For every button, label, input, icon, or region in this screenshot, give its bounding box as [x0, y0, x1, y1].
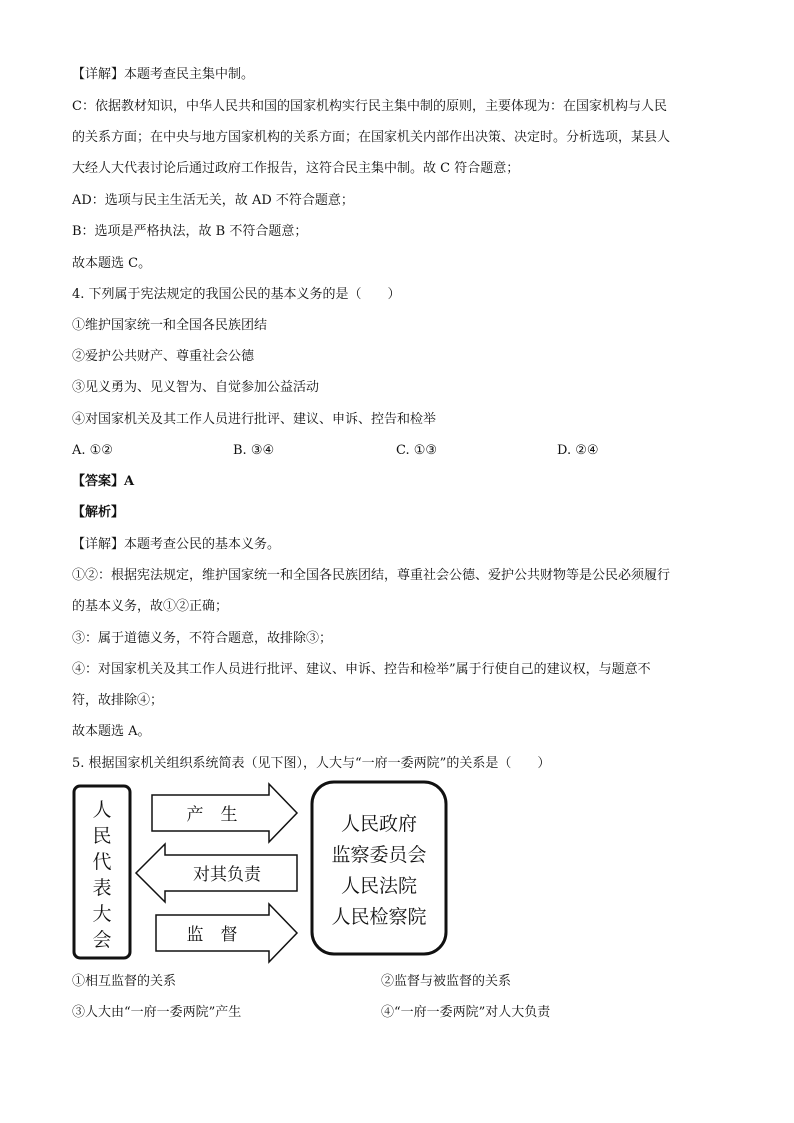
state-organs-diagram [72, 780, 452, 964]
detail-heading: 【详解】本题考查民主集中制。 [72, 67, 255, 82]
option-d: D. ②④ [557, 443, 599, 458]
npc-char: 表 [92, 877, 112, 899]
explanation-line: 符，故排除④； [72, 693, 164, 708]
npc-char: 代 [92, 851, 112, 873]
conclusion-line: 故本题选 A。 [72, 724, 151, 739]
npc-char: 会 [92, 929, 112, 951]
answer-line: 【答案】A [72, 474, 135, 489]
npc-char: 人 [92, 799, 112, 821]
question-item: ④“一府一委两院”对人大负责 [381, 1005, 551, 1020]
npc-char: 大 [92, 903, 112, 925]
explanation-line: ④：对国家机关及其工作人员进行批评、建议、申诉、控告和检举”属于行使自己的建议权，与题意不 [72, 662, 651, 677]
npc-char: 民 [92, 825, 112, 847]
arrow-produce-label: 产 生 [186, 805, 238, 825]
question-item: ④对国家机关及其工作人员进行批评、建议、申诉、控告和检举 [72, 412, 437, 427]
question-item: ①维护国家统一和全国各民族团结 [72, 318, 268, 333]
organ-label: 人民政府 [340, 813, 418, 835]
question-stem: 4. 下列属于宪法规定的我国公民的基本义务的是（ ） [72, 287, 401, 302]
explanation-line: B：选项是严格执法，故 B 不符合题意； [72, 224, 308, 239]
question-stem: 5. 根据国家机关组织系统简表（见下图），人大与“一府一委两院”的关系是（ ） [72, 756, 551, 771]
conclusion-line: 故本题选 C。 [72, 256, 152, 271]
organ-label: 人民检察院 [331, 906, 427, 928]
explanation-line: C：依据教材知识，中华人民共和国的国家机构实行民主集中制的原则，主要体现为：在国家机构与人民 [72, 99, 667, 114]
organ-label: 人民法院 [340, 875, 418, 897]
question-item: ②监督与被监督的关系 [381, 974, 512, 989]
arrow-supervise-label: 监 督 [186, 925, 238, 945]
explanation-line: 的关系方面；在中央与地方国家机构的关系方面；在国家机关内部作出决策、决定时。分析选项，某县人 [72, 130, 671, 145]
option-b: B. ③④ [233, 443, 275, 458]
question-item: ①相互监督的关系 [72, 974, 177, 989]
explanation-line: 大经人大代表讨论后通过政府工作报告，这符合民主集中制。故 C 符合题意； [72, 161, 520, 176]
detail-heading: 【详解】本题考查公民的基本义务。 [72, 537, 281, 552]
explanation-line: 的基本义务，故①②正确； [72, 599, 229, 614]
analysis-heading: 【解析】 [72, 505, 125, 520]
arrow-responsible-label: 对其负责 [193, 865, 261, 885]
option-a: A. ①② [72, 443, 113, 458]
explanation-line: AD：选项与民主生活无关，故 AD 不符合题意； [72, 193, 354, 208]
explanation-line: ③：属于道德义务，不符合题意，故排除③； [72, 631, 333, 646]
explanation-line: ①②：根据宪法规定，维护国家统一和全国各民族团结，尊重社会公德、爱护公共财物等是公民必须履行 [72, 568, 671, 583]
organ-label: 监察委员会 [331, 844, 427, 866]
question-item: ③人大由“一府一委两院”产生 [72, 1005, 242, 1020]
state-organs-box [312, 782, 446, 954]
question-item: ③见义勇为、见义智为、自觉参加公益活动 [72, 380, 320, 395]
option-c: C. ①③ [396, 443, 438, 458]
question-item: ②爱护公共财产、尊重社会公德 [72, 349, 255, 364]
